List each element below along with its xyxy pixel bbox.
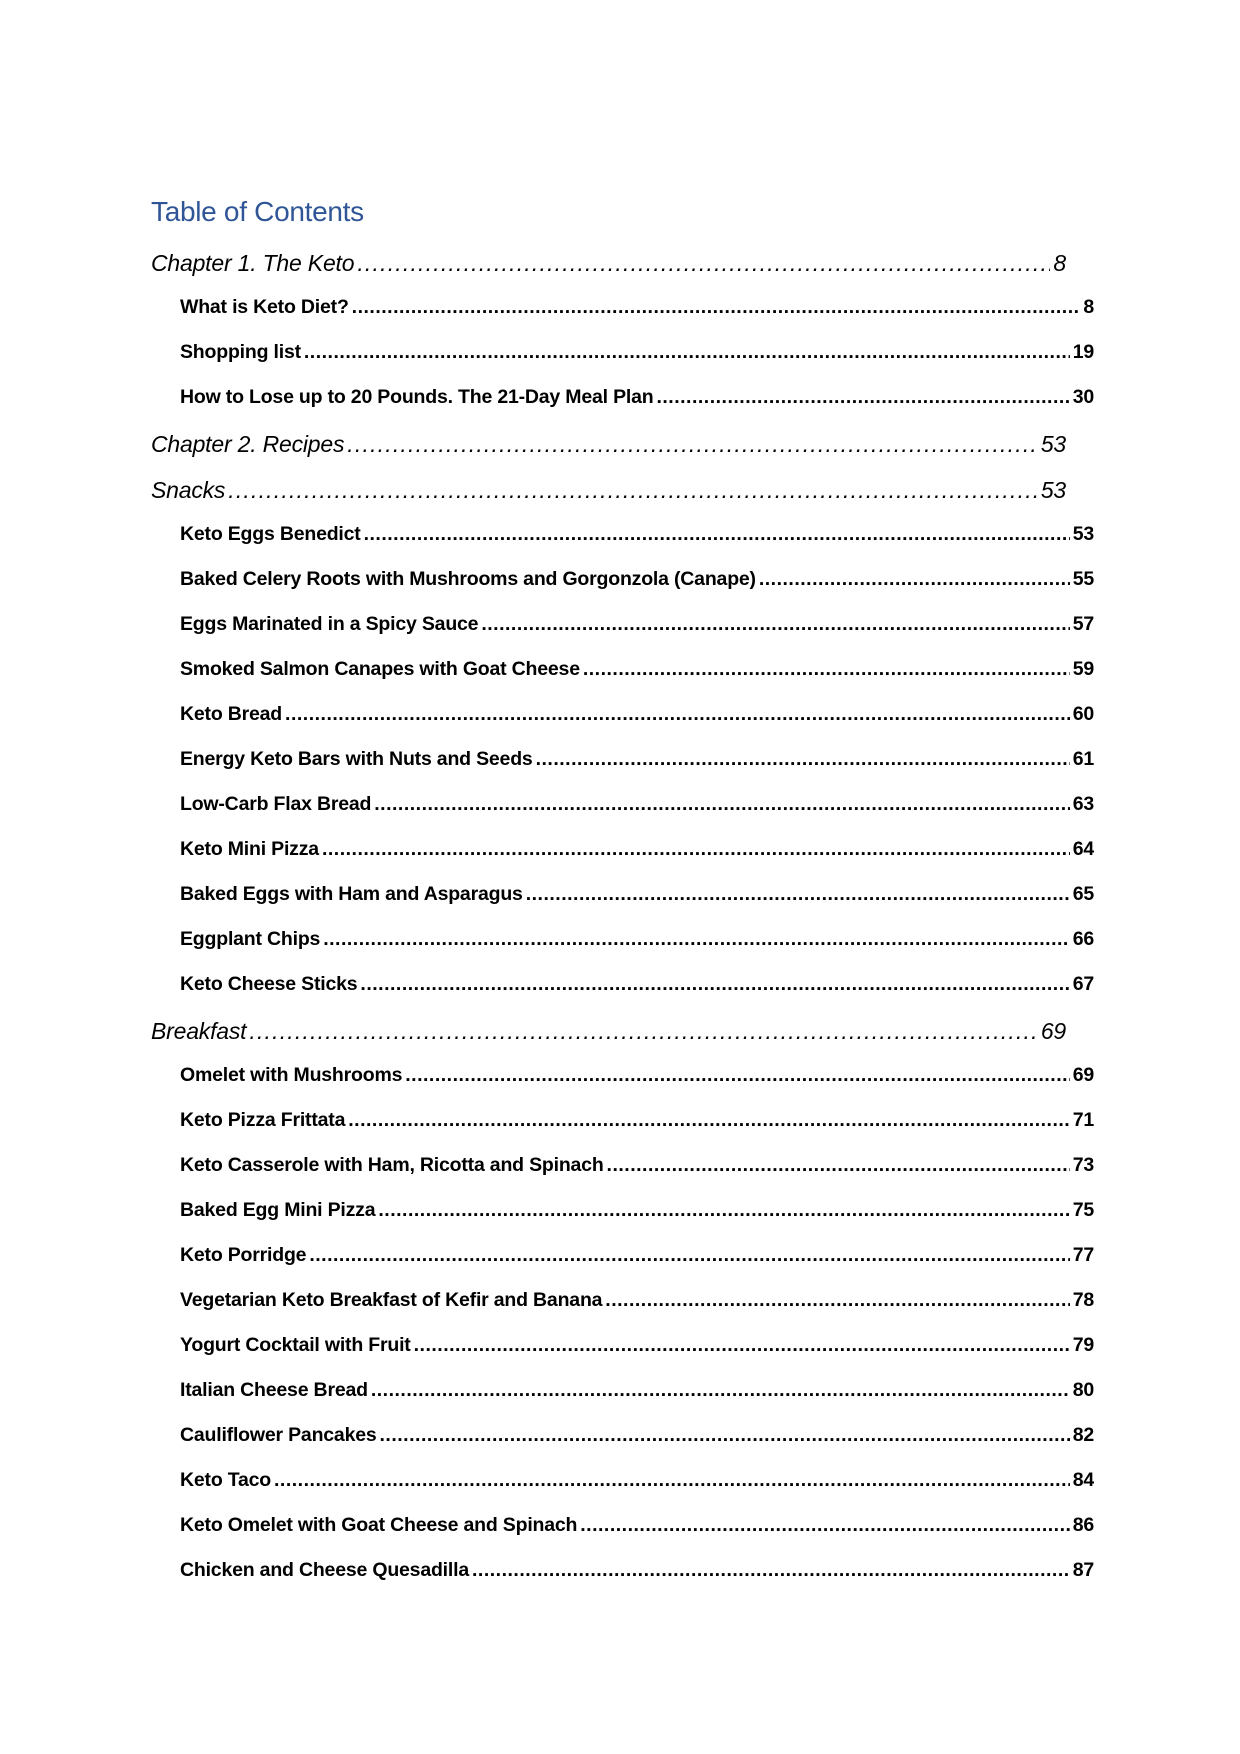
toc-page-number: 53 [1072, 523, 1094, 545]
toc-list [151, 250, 1094, 1604]
toc-page-number: 86 [1072, 1514, 1094, 1536]
toc-page-number: 69 [1040, 1018, 1066, 1044]
toc-entry[interactable] [151, 341, 1094, 386]
toc-page-number: 8 [1083, 296, 1094, 318]
dot-leader [228, 477, 1038, 504]
dot-leader [285, 703, 1070, 726]
toc-entry-label: What is Keto Diet? [180, 296, 349, 318]
toc-entry-label: Vegetarian Keto Breakfast of Kefir and Banana [180, 1289, 603, 1311]
toc-entry[interactable] [151, 658, 1094, 703]
toc-entry[interactable] [151, 1559, 1094, 1604]
toc-entry[interactable] [151, 748, 1094, 793]
toc-page-number: 64 [1072, 838, 1094, 860]
toc-entry[interactable] [151, 1199, 1094, 1244]
toc-entry-label: Omelet with Mushrooms [180, 1064, 403, 1086]
toc-entry-label: Cauliflower Pancakes [180, 1424, 377, 1446]
dot-leader [536, 748, 1070, 771]
toc-entry-label: Chapter 1. The Keto [151, 250, 355, 276]
toc-page-number: 63 [1072, 793, 1094, 815]
toc-entry[interactable] [151, 296, 1094, 341]
toc-page-number: 65 [1072, 883, 1094, 905]
dot-leader [348, 1109, 1069, 1132]
toc-entry-label: Baked Egg Mini Pizza [180, 1199, 376, 1221]
toc-entry-label: Keto Cheese Sticks [180, 973, 358, 995]
toc-entry-label: Baked Eggs with Ham and Asparagus [180, 883, 523, 905]
toc-entry-label: Chicken and Cheese Quesadilla [180, 1559, 469, 1581]
dot-leader [656, 386, 1069, 409]
toc-page-number: 69 [1072, 1064, 1094, 1086]
dot-leader [414, 1334, 1070, 1357]
toc-entry[interactable] [151, 703, 1094, 748]
toc-entry-label: Smoked Salmon Canapes with Goat Cheese [180, 658, 580, 680]
toc-page-number: 66 [1072, 928, 1094, 950]
toc-entry-label: Keto Omelet with Goat Cheese and Spinach [180, 1514, 578, 1536]
toc-entry[interactable] [151, 1109, 1094, 1154]
toc-page-number: 55 [1072, 568, 1094, 590]
toc-entry-label: Energy Keto Bars with Nuts and Seeds [180, 748, 533, 770]
toc-entry-label: Eggplant Chips [180, 928, 321, 950]
dot-leader [309, 1244, 1069, 1267]
toc-page-number: 87 [1072, 1559, 1094, 1581]
toc-heading-entry[interactable] [151, 477, 1094, 523]
dot-leader [323, 928, 1070, 951]
toc-entry[interactable] [151, 1514, 1094, 1559]
toc-entry-label: Keto Pizza Frittata [180, 1109, 346, 1131]
toc-page-number: 53 [1040, 431, 1066, 457]
dot-leader [360, 973, 1069, 996]
dot-leader [364, 523, 1070, 546]
dot-leader [405, 1064, 1069, 1087]
dot-leader [274, 1469, 1070, 1492]
toc-page-number: 60 [1072, 703, 1094, 725]
toc-entry-label: Yogurt Cocktail with Fruit [180, 1334, 411, 1356]
toc-page-number: 79 [1072, 1334, 1094, 1356]
toc-entry-label: Keto Taco [180, 1469, 272, 1491]
dot-leader [583, 658, 1070, 681]
toc-entry[interactable] [151, 1334, 1094, 1379]
toc-entry-label: Eggs Marinated in a Spicy Sauce [180, 613, 479, 635]
toc-entry[interactable] [151, 1154, 1094, 1199]
dot-leader [607, 1154, 1070, 1177]
toc-page-number: 71 [1072, 1109, 1094, 1131]
dot-leader [580, 1514, 1069, 1537]
toc-entry-label: Italian Cheese Bread [180, 1379, 368, 1401]
dot-leader [759, 568, 1070, 591]
dot-leader [472, 1559, 1070, 1582]
dot-leader [481, 613, 1069, 636]
toc-page-number: 75 [1072, 1199, 1094, 1221]
dot-leader [378, 1199, 1069, 1222]
toc-entry[interactable] [151, 793, 1094, 838]
toc-page-number: 78 [1072, 1289, 1094, 1311]
toc-page-number: 61 [1072, 748, 1094, 770]
dot-leader [380, 1424, 1070, 1447]
toc-entry[interactable] [151, 883, 1094, 928]
toc-entry-label: Snacks [151, 477, 226, 503]
dot-leader [249, 1018, 1037, 1045]
toc-page-number: 59 [1072, 658, 1094, 680]
toc-entry-label: Keto Bread [180, 703, 283, 725]
toc-entry-label: How to Lose up to 20 Pounds. The 21-Day Meal Plan [180, 386, 654, 408]
dot-leader [526, 883, 1070, 906]
toc-entry-label: Chapter 2. Recipes [151, 431, 345, 457]
dot-leader [352, 296, 1081, 319]
toc-page-number: 19 [1072, 341, 1094, 363]
toc-entry-label: Shopping list [180, 341, 301, 363]
dot-leader [347, 431, 1038, 458]
page-title: Table of Contents [151, 196, 364, 227]
toc-page-number: 84 [1072, 1469, 1094, 1491]
toc-entry[interactable] [151, 1289, 1094, 1334]
toc-page-number: 67 [1072, 973, 1094, 995]
toc-page-number: 77 [1072, 1244, 1094, 1266]
toc-entry-label: Breakfast [151, 1018, 247, 1044]
toc-heading-entry[interactable] [151, 250, 1094, 296]
toc-page-number: 53 [1040, 477, 1066, 503]
toc-page-number: 57 [1072, 613, 1094, 635]
toc-page-number: 8 [1053, 250, 1066, 276]
toc-page-number: 30 [1072, 386, 1094, 408]
dot-leader [605, 1289, 1069, 1312]
toc-entry[interactable] [151, 1244, 1094, 1289]
toc-entry[interactable] [151, 613, 1094, 658]
dot-leader [371, 1379, 1070, 1402]
toc-entry[interactable] [151, 928, 1094, 973]
toc-entry[interactable] [151, 1469, 1094, 1514]
toc-entry[interactable] [151, 1064, 1094, 1109]
toc-entry-label: Keto Casserole with Ham, Ricotta and Spinach [180, 1154, 604, 1176]
toc-entry-label: Keto Porridge [180, 1244, 307, 1266]
toc-entry[interactable] [151, 1379, 1094, 1424]
toc-heading-entry[interactable] [151, 1018, 1094, 1064]
dot-leader [357, 250, 1050, 277]
toc-entry-label: Low-Carb Flax Bread [180, 793, 372, 815]
toc-page-number: 73 [1072, 1154, 1094, 1176]
toc-page-number: 80 [1072, 1379, 1094, 1401]
toc-page-number: 82 [1072, 1424, 1094, 1446]
toc-entry[interactable] [151, 838, 1094, 883]
toc-entry[interactable] [151, 386, 1094, 431]
toc-entry-label: Keto Eggs Benedict [180, 523, 361, 545]
toc-heading-entry[interactable] [151, 431, 1094, 477]
toc-entry[interactable] [151, 973, 1094, 1018]
toc-entry-label: Keto Mini Pizza [180, 838, 319, 860]
toc-entry[interactable] [151, 1424, 1094, 1469]
dot-leader [374, 793, 1069, 816]
toc-entry[interactable] [151, 523, 1094, 568]
toc-entry-label: Baked Celery Roots with Mushrooms and Gorgonzola (Canape) [180, 568, 756, 590]
toc-entry[interactable] [151, 568, 1094, 613]
dot-leader [322, 838, 1070, 861]
dot-leader [304, 341, 1070, 364]
